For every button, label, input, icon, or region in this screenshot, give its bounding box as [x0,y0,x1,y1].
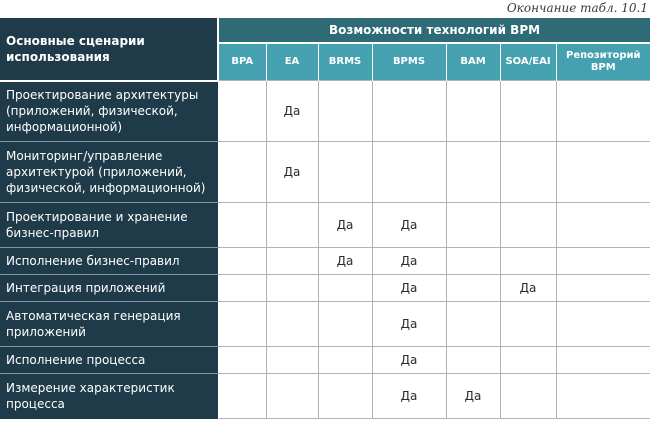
table-row [0,248,650,275]
table-cell [266,347,318,374]
table-cell [556,203,650,248]
table-cell [218,374,266,419]
table-cell [500,248,556,275]
table-cell [266,374,318,419]
table-cell: Да [372,347,446,374]
table-cell [218,248,266,275]
table-row [0,203,650,248]
table-cell [446,302,500,347]
table-row [0,374,650,419]
row-label: Исполнение процесса [0,347,218,374]
table-cell: Да [372,275,446,302]
table-cell [446,248,500,275]
row-label: Исполнение бизнес-правил [0,248,218,275]
table-cell [266,248,318,275]
table-cell: Да [372,203,446,248]
table-cell: Да [446,374,500,419]
table-cell [318,347,372,374]
table-cell [500,142,556,203]
table-cell: Да [372,374,446,419]
column-header-bpm-repository: Репозиторий BPM [556,43,650,81]
table-row [0,142,650,203]
table-cell [218,203,266,248]
row-label: Проектирование и хранение бизнес-правил [0,203,218,248]
table-cell [218,302,266,347]
table-cell [218,347,266,374]
table-cell [266,275,318,302]
table-cell [446,347,500,374]
table-cell [446,81,500,142]
table-cell [446,203,500,248]
table-cell [446,142,500,203]
table-row [0,81,650,142]
table-cell: Да [266,142,318,203]
table-cell [500,81,556,142]
table-cell [556,248,650,275]
table-cell [500,347,556,374]
row-label: Измерение характеристик процесса [0,374,218,419]
table-cell [556,374,650,419]
table-cell: Да [500,275,556,302]
scenarios-table [0,18,650,419]
table-cell [318,302,372,347]
table-cell [372,142,446,203]
scenarios-column-header: Основные сценарии использования [0,18,218,81]
table-cell [218,81,266,142]
column-header-bpms: BPMS [372,43,446,81]
table-cell: Да [266,81,318,142]
column-header-brms: BRMS [318,43,372,81]
table-cell [318,275,372,302]
column-header-bpa: BPA [218,43,266,81]
table-row [0,347,650,374]
table-row [0,275,650,302]
table-cell [556,142,650,203]
table-cell [266,302,318,347]
table-cell: Да [318,203,372,248]
table-cell: Да [372,302,446,347]
row-label: Интеграция приложений [0,275,218,302]
table-cell [318,81,372,142]
row-label: Проектирование архитектуры (приложений, физической, информационной) [0,81,218,142]
row-label: Автоматическая генерация приложений [0,302,218,347]
table-cell [372,81,446,142]
table-cell [500,203,556,248]
table-cell [218,142,266,203]
table-cell [266,203,318,248]
table-row [0,302,650,347]
table-cell: Да [318,248,372,275]
table-cell [556,347,650,374]
table-cell [556,302,650,347]
table-cell [556,275,650,302]
table-caption: Окончание табл. 10.1 [506,1,648,15]
column-header-soa-eai: SOA/EAI [500,43,556,81]
column-header-ea: EA [266,43,318,81]
column-header-bam: BAM [446,43,500,81]
row-label: Мониторинг/управление архитектурой (приложений, физической, информационной) [0,142,218,203]
table-cell [318,374,372,419]
table-cell [218,275,266,302]
table-cell [500,374,556,419]
table-cell: Да [372,248,446,275]
table-cell [556,81,650,142]
table-cell [446,275,500,302]
table-cell [318,142,372,203]
table-cell [500,302,556,347]
technologies-group-header: Возможности технологий BPM [218,18,650,43]
